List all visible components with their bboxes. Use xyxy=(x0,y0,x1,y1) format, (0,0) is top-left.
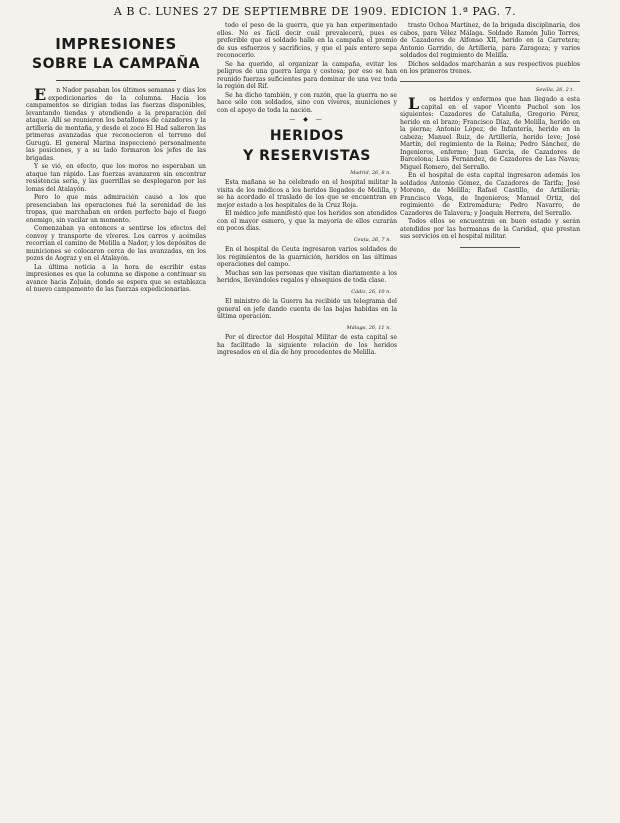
drop-cap: E xyxy=(34,85,47,104)
paragraph: Se ha dicho también, y con razón, que la guerra no se hace sólo con soldados, sino con víveres, municiones y con el apoyo de toda la nación. xyxy=(217,91,397,114)
paragraph: En el hospital de Ceuta ingresaron varios soldados de los regimientos de la guarnición, heridos en las últimas operaciones del campo. xyxy=(217,246,397,268)
paragraph: El médico jefe manifestó que los heridos son atendidos con el mayor esmero, y que la mayoría de ellos curarán en pocos días. xyxy=(217,210,397,232)
column-3 xyxy=(400,22,580,817)
ornament: — ◆ — xyxy=(289,116,325,123)
dateline: Málaga, 26, 11 n. xyxy=(346,324,391,331)
paragraph: Todos ellos se encuentran en buen estado y serán atendidos por las hermanas de la Caridad, que prestan sus servicios en el hospital militar. xyxy=(400,218,580,240)
paragraph: En el hospital de esta capital ingresaron además los soldados Antonio Gómez, de Cazadores de Tarifa; José Moreno, de Melilla; Rafael Castillo, de Artillería; Francisco Vega, de Ingenieros; Manuel Ortiz, del regimiento de Extremadura; Pedro Navarro, de Cazadores de Talavera; y Joaquín Herrera, del Serrallo. xyxy=(400,172,580,217)
dateline: Ceuta, 26, 7 n. xyxy=(353,236,391,243)
paragraph: Y se vió, en efecto, que los moros no esperaban un ataque tan rápido. Las fuerzas avanzaron sin encontrar resistencia seria, y las guerrillas se desplegaron por las lomas del Atalayón. xyxy=(26,163,206,193)
page-header: A B C. LUNES 27 DE SEPTIEMBRE DE 1909. EDICION 1.ª PAG. 7. xyxy=(113,5,517,18)
paragraph: todo el peso de la guerra, que ya han experimentado ellos. No es fácil decir cuál prevalecerá, pues es preferible que el soldado halle en la campaña el premio de sus esfuerzos y sacrificios, y que el país entero sepa reconocerlo. xyxy=(217,22,397,59)
end-rule xyxy=(460,247,520,248)
paragraph: E n Nador pasaban los últimos semanas y días los expedicionarios de la columna. Hacia los campamentos se dirigían todas las fuerzas disponibles, levantando tiendas y atendiendo a la preparación del ataque. Allí se reunieron los batallones de cazadores y la artillería de montaña, y desde el zoco El Had salieron las primeras avanzadas que reconocieron el terreno del Gurugú. El general Marina inspeccionó personalmente las posiciones, y a su lado formaron los jefes de las brigadas. xyxy=(26,85,206,162)
paragraph: La última noticia a la hora de escribir estas impresiones es que la columna se dispone a continuar su avance hacia Zeluán, donde se espera que se establezca el nuevo campamento de las fuerzas expedicionarias. xyxy=(26,263,206,293)
paragraph: Por el director del Hospital Militar de esta capital se ha facilitado la siguiente relación de los heridos ingresados en el día de hoy procedentes de Melilla. xyxy=(217,334,397,356)
dateline: Cádiz, 26, 10 n. xyxy=(351,288,391,295)
paragraph: Comenzaban ya entonces a sentirse los efectos del convoy y transporte de víveres. Los carros y acémilas recorrían el camino de Melilla a Nador, y los depósitos de municiones se colocaron cerca de las avanzadas, en los pozos de Aograz y en el Atalayón. xyxy=(26,225,206,262)
article-title-line1: IMPRESIONES xyxy=(55,35,177,53)
section-title-line1: HERIDOS xyxy=(269,127,345,144)
column-2 xyxy=(217,22,397,817)
dateline: Madrid, 26, 8 n. xyxy=(350,169,391,176)
section-title-line2: Y RESERVISTAS xyxy=(243,147,371,164)
article-title-line2: SOBRE LA CAMPAÑA xyxy=(32,56,200,72)
paragraph: Se ha querido, al organizar la campaña, evitar los peligros de una guerra larga y costosa; por eso se han reunido fuerzas suficientes para dominar de una vez toda la región del Rif. xyxy=(217,60,397,90)
dateline: Sevilla, 26, 2 t. xyxy=(535,86,574,93)
section-divider xyxy=(400,81,580,82)
paragraph: Dichos soldados marcharán a sus respectivos pueblos en los primeros trenes. xyxy=(400,60,580,75)
paragraph: El ministro de la Guerra ha recibido un telegrama del general en jefe dando cuenta de las bajas habidas en la última operación. xyxy=(217,298,397,320)
paragraph: trasto Ochoa Martínez, de la brigada disciplinaria, dos cabos, para Vélez Málaga. Soldado Ramón Julio Torres, de Cazadores de Alfonso XII, herido en la Carretera; Antonio Garrido, de Artillería, para Zaragoza; y varios soldados del regimiento de Melilla. xyxy=(400,22,580,59)
title-rule xyxy=(56,80,176,81)
paragraph: Esta mañana se ha celebrado en el hospital militar la visita de los médicos a los heridos llegados de Melilla, y se ha acordado el traslado de los que se encuentran en mejor estado a los hospitales de la Cruz Roja. xyxy=(217,179,397,209)
drop-cap: L xyxy=(408,94,420,113)
paragraph: L os heridos y enfermos que han llegado a esta capital en el vapor Vicente Puchol son los siguientes: Cazadores de Cataluña, Gregorio Pérez, herido en el brazo; Francisco Díaz, de Melilla, herido en la pierna; Antonio López, de Infantería, herido en la cabeza; Manuel Ruiz, de Artillería, herido leve; José Martín, del regimiento de la Reina; Pedro Sánchez, de Ingenieros, enfermo; Juan García, de Cazadores de Barcelona; Luis Fernández, de Cazadores de Las Navas; Miguel Romero, del Serrallo. xyxy=(400,94,580,171)
paragraph: Muchas son las personas que visitan diariamente a los heridos, llevándoles regalos y obsequios de toda clase. xyxy=(217,269,397,284)
column-1 xyxy=(26,22,206,817)
paragraph: Pero lo que más admiración causó a los que presenciaban las operaciones fué la serenidad de las tropas, que marchaban en orden perfecto bajo el fuego enemigo, sin vacilar un momento. xyxy=(26,194,206,224)
